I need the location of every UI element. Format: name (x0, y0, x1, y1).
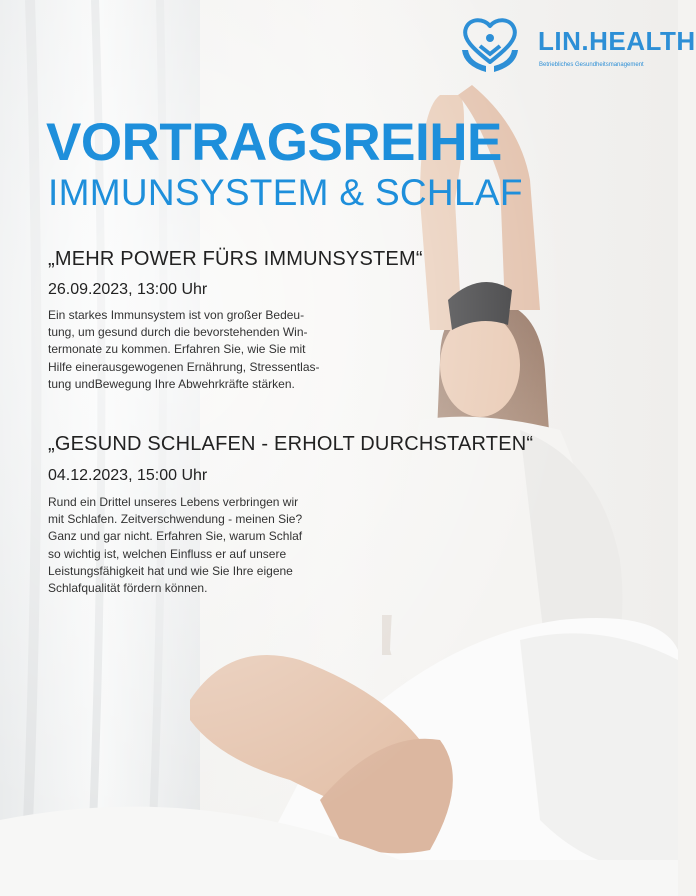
text-line: so wichtig ist, welchen Einfluss er auf unsere (48, 546, 287, 561)
brand-logo (458, 16, 696, 76)
brand-name: LIN.HEALTH (538, 26, 696, 56)
text-line: termonate zu kommen. Erfahren Sie, wie Sie mit (48, 342, 306, 357)
text-line: mit Schlafen. Zeitverschwendung - meinen Sie? (48, 512, 303, 527)
text-line: Ein starkes Immunsystem ist von großer Bedeu- (48, 308, 305, 322)
talk-1-date: 26.09.2023, 13:00 Uhr (48, 281, 208, 298)
text-line: tung, um gesund durch die bevorstehenden Win- (48, 325, 308, 340)
talk-1-heading: „MEHR POWER FÜRS IMMUNSYSTEM“ (48, 248, 423, 270)
talk-2-date: 04.12.2023, 15:00 Uhr (48, 467, 208, 484)
sub-title: IMMUNSYSTEM & SCHLAF (48, 172, 523, 213)
talk-2-description (48, 494, 378, 597)
brand-tagline: Betriebliches Gesundheitsmanagement (539, 62, 644, 68)
talk-2-heading: „GESUND SCHLAFEN - ERHOLT DURCHSTARTEN“ (48, 433, 534, 455)
text-line: Rund ein Drittel unseres Lebens verbringen wir (48, 495, 299, 509)
main-title: VORTRAGSREIHE (46, 113, 502, 172)
text-line: Ganz und gar nicht. Erfahren Sie, warum Schlaf (48, 529, 303, 544)
text-line: Leistungsfähigkeit hat und wie Sie Ihre eigene (48, 563, 293, 578)
heart-hands-icon (458, 16, 522, 76)
text-line: tung undBewegung Ihre Abwehrkräfte stärken. (48, 376, 295, 391)
text-line: Schlafqualität fördern können. (48, 581, 208, 596)
text-line: Hilfe einerausgewogenen Ernährung, Stressentlas- (48, 359, 320, 374)
talk-1-description (48, 307, 378, 393)
